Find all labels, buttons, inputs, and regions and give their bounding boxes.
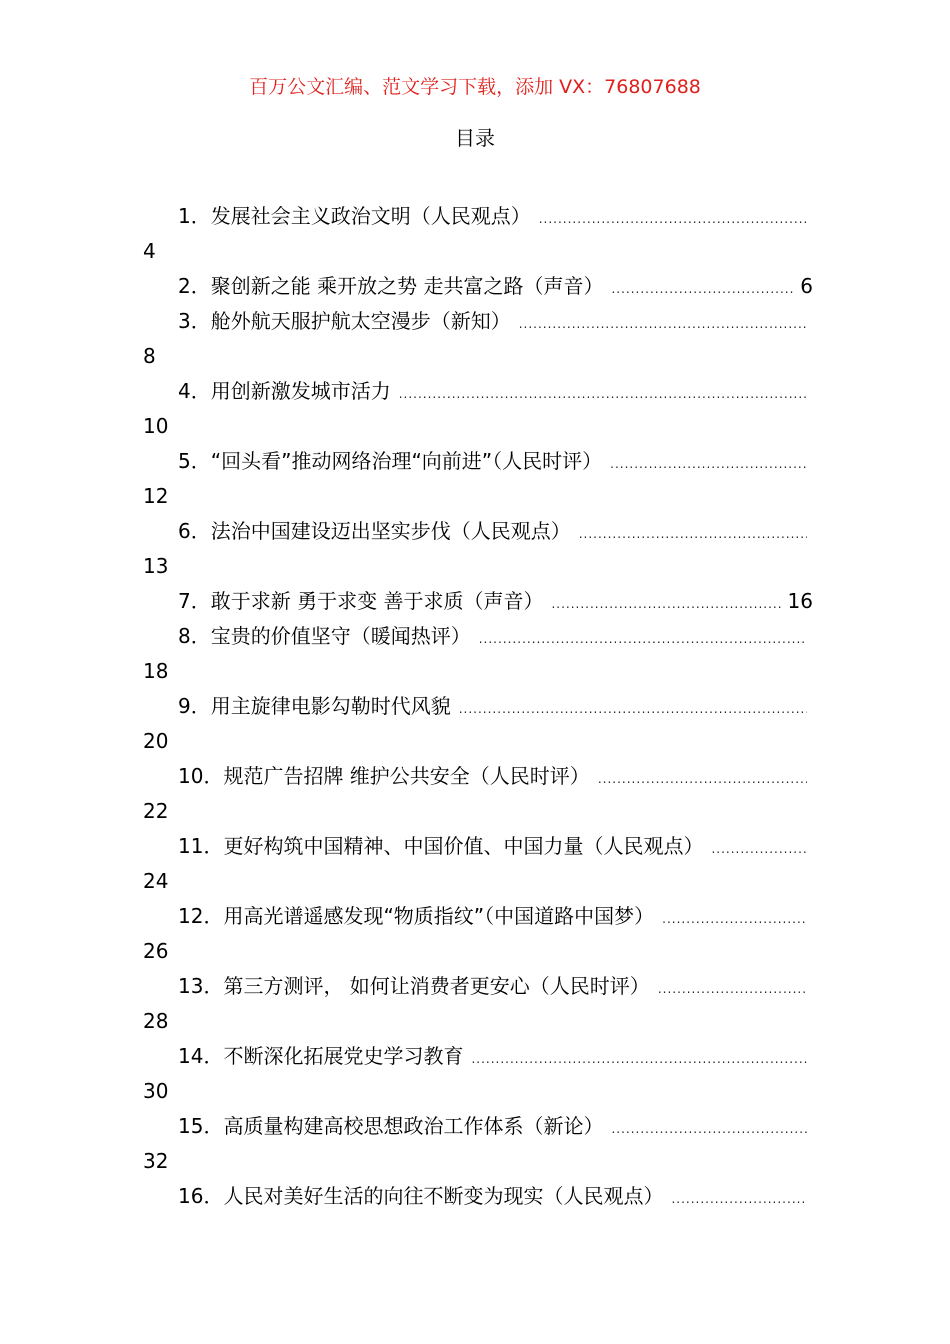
toc-entry-title: 10．规范广告招牌 维护公共安全（人民时评） [178,764,590,788]
toc-page-number: 20 [143,729,169,753]
toc-entry-title: 12．用高光谱遥感发现“物质指纹”（中国道路中国梦） [178,904,655,928]
toc-entry-title: 2．聚创新之能 乘开放之势 走共富之路（声音） [178,274,604,298]
toc-page-number: 24 [143,869,169,893]
toc-page-number: 12 [143,484,169,508]
toc-entry[interactable] [143,1179,813,1214]
toc-entry-title: 14．不断深化拓展党史学习教育 [178,1044,464,1068]
toc-page-number: 16 [787,589,813,613]
toc-entry[interactable] [143,374,813,409]
dot-leader [479,622,807,657]
dot-leader [671,1182,807,1217]
dot-leader [658,972,807,1007]
dot-leader [598,762,807,797]
toc-entry-title: 8．宝贵的价值坚守（暖闻热评） [178,624,471,648]
toc-entry-title: 13．第三方测评， 如何让消费者更安心（人民时评） [178,974,650,998]
toc-entry[interactable] [143,269,813,304]
dot-leader [551,587,781,622]
dot-leader [611,272,794,307]
table-of-contents [143,199,813,1214]
toc-entry[interactable] [143,759,813,794]
toc-page-number: 26 [143,939,169,963]
page-title: 目录 [455,126,495,150]
toc-page-number: 4 [143,239,156,263]
toc-entry[interactable] [143,1039,813,1074]
toc-entry-title: 11．更好构筑中国精神、中国价值、中国力量（人民观点） [178,834,704,858]
dot-leader [610,447,807,482]
dot-leader [539,202,807,237]
watermark-header: 百万公文汇编、范文学习下载，添加 VX：76807688 [249,76,701,98]
toc-entry[interactable] [143,969,813,1004]
toc-page-number: 13 [143,554,169,578]
toc-page-number: 18 [143,659,169,683]
toc-entry[interactable] [143,689,813,724]
dot-leader [471,1042,807,1077]
toc-entry-title: 4．用创新激发城市活力 [178,379,391,403]
toc-entry-title: 16．人民对美好生活的向往不断变为现实（人民观点） [178,1184,664,1208]
toc-entry[interactable] [143,304,813,339]
toc-page-number: 8 [143,344,156,368]
toc-page-number: 6 [800,274,813,298]
toc-entry-title: 7．敢于求新 勇于求变 善于求质（声音） [178,589,544,613]
toc-page-number: 22 [143,799,169,823]
toc-entry[interactable] [143,899,813,934]
toc-entry-title: 1．发展社会主义政治文明（人民观点） [178,204,531,228]
dot-leader [459,692,807,727]
toc-entry[interactable] [143,1109,813,1144]
toc-page-number: 10 [143,414,169,438]
toc-entry-title: 6．法治中国建设迈出坚实步伐（人民观点） [178,519,571,543]
dot-leader [519,307,807,342]
dot-leader [399,377,807,412]
dot-leader [711,832,807,867]
toc-entry[interactable] [143,199,813,234]
toc-entry-title: 15．高质量构建高校思想政治工作体系（新论） [178,1114,604,1138]
toc-entry-title: 5．“回头看”推动网络治理“向前进”（人民时评） [178,449,603,473]
dot-leader [662,902,807,937]
toc-entry-title: 3．舱外航天服护航太空漫步（新知） [178,309,511,333]
toc-page-number: 30 [143,1079,169,1103]
toc-page-number: 28 [143,1009,169,1033]
toc-entry[interactable] [143,829,813,864]
toc-entry[interactable] [143,619,813,654]
toc-entry-title: 9．用主旋律电影勾勒时代风貌 [178,694,451,718]
toc-entry[interactable] [143,444,813,479]
toc-entry[interactable] [143,584,813,619]
dot-leader [611,1112,807,1147]
toc-entry[interactable] [143,514,813,549]
toc-page-number: 32 [143,1149,169,1173]
dot-leader [579,517,807,552]
